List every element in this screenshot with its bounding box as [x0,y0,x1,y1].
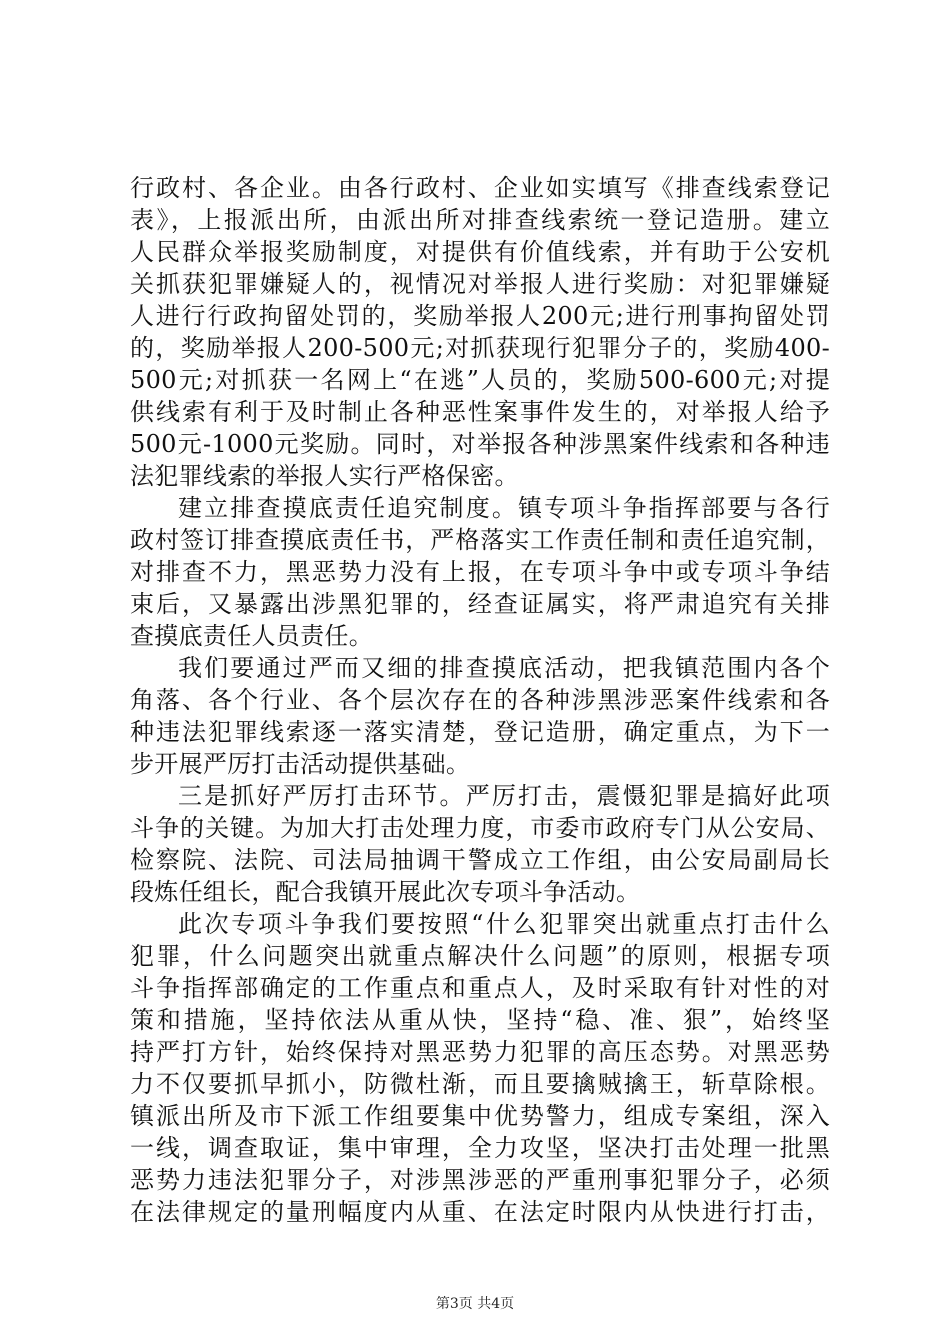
text-line: 策和措施，坚持依法从重从快，坚持“稳、准、狠”，始终坚 [130,1006,830,1034]
text-line: 建立排查摸底责任追究制度。镇专项斗争指挥部要与各行 [178,494,830,522]
text-line: 三是抓好严厉打击环节。严厉打击，震慑犯罪是搞好此项 [178,782,830,810]
text-line: 政村签订排查摸底责任书，严格落实工作责任制和责任追究制， [130,526,830,554]
body-text [130,172,830,1228]
text-line: 我们要通过严而又细的排查摸底活动，把我镇范围内各个 [178,654,830,682]
text-line: 的，奖励举报人200-500元;对抓获现行犯罪分子的，奖励400- [130,334,830,362]
text-line: 段炼任组长，配合我镇开展此次专项斗争活动。 [130,878,641,906]
text-line: 此次专项斗争我们要按照“什么犯罪突出就重点打击什么 [178,910,830,938]
text-line: 镇派出所及市下派工作组要集中优势警力，组成专案组，深入 [130,1102,830,1130]
text-line: 斗争指挥部确定的工作重点和重点人，及时采取有针对性的对 [130,974,830,1002]
text-line: 斗争的关键。为加大打击处理力度，市委市政府专门从公安局、 [130,814,830,842]
text-line: 对排查不力，黑恶势力没有上报，在专项斗争中或专项斗争结 [130,558,830,586]
text-line: 供线索有利于及时制止各种恶性案事件发生的，对举报人给予 [130,398,830,426]
text-line: 500元;对抓获一名网上“在逃”人员的，奖励500-600元;对提 [130,366,830,394]
text-line: 法犯罪线索的举报人实行严格保密。 [130,462,519,490]
text-line: 在法律规定的量刑幅度内从重、在法定时限内从快进行打击， [130,1198,830,1226]
text-line: 关抓获犯罪嫌疑人的，视情况对举报人进行奖励：对犯罪嫌疑 [130,270,830,298]
text-line: 种违法犯罪线索逐一落实清楚，登记造册，确定重点，为下一 [130,718,830,746]
text-line: 人民群众举报奖励制度，对提供有价值线索，并有助于公安机 [130,238,830,266]
text-line: 持严打方针，始终保持对黑恶势力犯罪的高压态势。对黑恶势 [130,1038,830,1066]
text-line: 500元-1000元奖励。同时，对举报各种涉黑案件线索和各种违 [130,430,830,458]
text-line: 人进行行政拘留处罚的，奖励举报人200元;进行刑事拘留处罚 [130,302,830,330]
text-line: 行政村、各企业。由各行政村、企业如实填写《排查线索登记 [130,174,830,202]
text-line: 力不仅要抓早抓小，防微杜渐，而且要擒贼擒王，斩草除根。 [130,1070,830,1098]
text-line: 一线，调查取证，集中审理，全力攻坚，坚决打击处理一批黑 [130,1134,830,1162]
text-line: 表》，上报派出所，由派出所对排查线索统一登记造册。建立 [130,206,830,234]
text-line: 恶势力违法犯罪分子，对涉黑涉恶的严重刑事犯罪分子，必须 [130,1166,830,1194]
text-line: 查摸底责任人员责任。 [130,622,373,650]
page-footer: 第3页 共4页 [435,1296,515,1312]
text-line: 束后，又暴露出涉黑犯罪的，经查证属实，将严肃追究有关排 [130,590,830,618]
text-line: 犯罪，什么问题突出就重点解决什么问题”的原则，根据专项 [130,942,830,970]
text-line: 角落、各个行业、各个层次存在的各种涉黑涉恶案件线索和各 [130,686,830,714]
text-line: 检察院、法院、司法局抽调干警成立工作组，由公安局副局长 [130,846,830,874]
text-line: 步开展严厉打击活动提供基础。 [130,750,471,778]
